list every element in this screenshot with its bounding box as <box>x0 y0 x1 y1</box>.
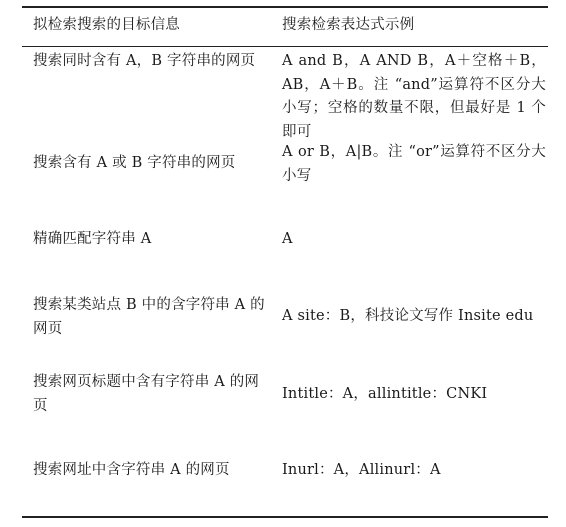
row-3-target: 精确匹配字符串 A <box>33 231 152 247</box>
row-4-example: A site：B，科技论文写作 Insite edu <box>282 308 534 324</box>
header-target-info: 拟检索搜索的目标信息 <box>33 17 180 33</box>
row-6-example: Inurl：A，Allinurl：A <box>282 462 441 478</box>
table-bottom-rule <box>22 516 548 518</box>
table-top-rule <box>22 6 548 8</box>
table-header-rule <box>22 46 548 47</box>
row-4-target: 搜索某类站点 B 中的含字符串 A 的网页 <box>33 297 265 337</box>
row-1-target: 搜索同时含有 A，B 字符串的网页 <box>33 53 256 69</box>
row-1-example: A and B，A AND B，A＋空格＋B，AB，A＋B。注 “and”运算符不区分大小写；空格的数量不限，但最好是 1 个即可 <box>282 53 546 140</box>
row-5-target: 搜索网页标题中含有字符串 A 的网页 <box>33 374 260 414</box>
header-expression-example: 搜索检索表达式示例 <box>282 17 415 33</box>
row-5-example: Intitle：A，allintitle：CNKI <box>282 386 488 402</box>
row-2-target: 搜索含有 A 或 B 字符串的网页 <box>33 155 236 171</box>
row-3-example: A <box>282 231 293 247</box>
row-6-target: 搜索网址中含字符串 A 的网页 <box>33 462 230 478</box>
row-2-example: A or B，A|B。注 “or”运算符不区分大小写 <box>282 144 546 184</box>
